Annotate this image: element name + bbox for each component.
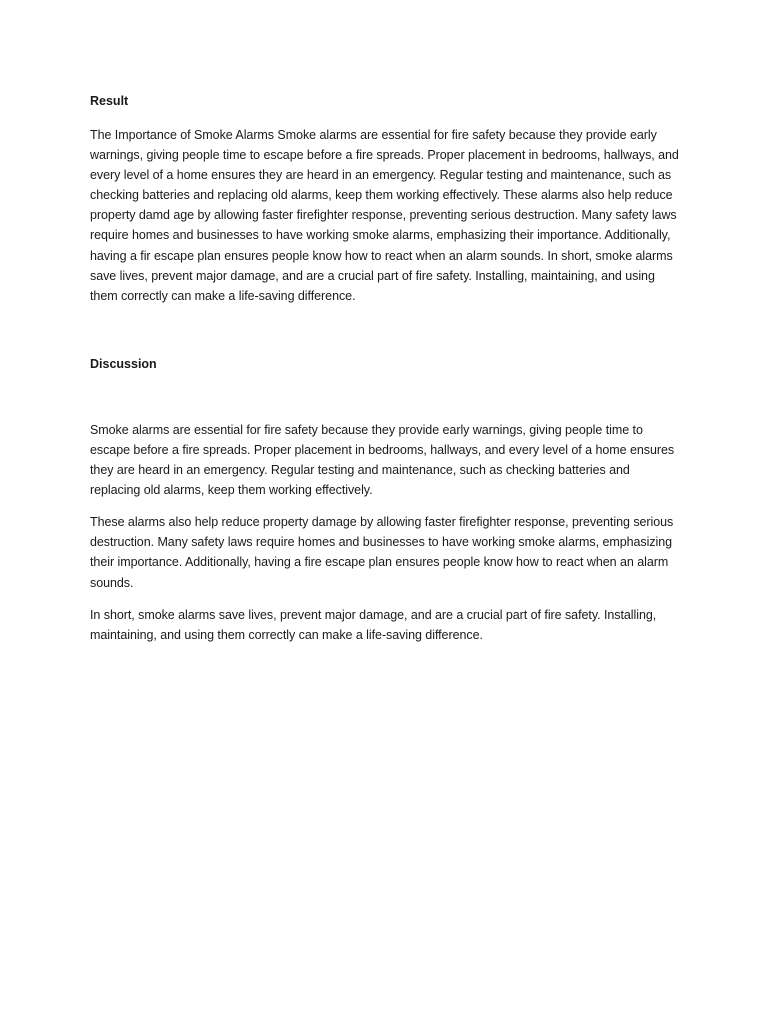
result-heading: Result — [90, 94, 129, 108]
result-paragraph: The Importance of Smoke Alarms Smoke alarms are essential for fire safety because they provide early warnings, giving people time to escape before a fire spreads. Proper placement in bedrooms, hallways, and every level of a home ensures they are heard in an emergency. Regular testing and maintenance, such as checking batteries and replacing old alarms, keep them working effectively. These alarms also help reduce property damd age by allowing faster firefighter response, preventing serious destruction. Many safety laws require homes and businesses to have working smoke alarms, emphasizing their importance. Additionally, having a fir escape plan ensures people know how to react when an alarm sounds. In short, smoke alarms save lives, prevent major damage, and are a crucial part of fire safety. Installing, maintaining, and using them correctly can make a life-saving difference. — [90, 128, 679, 303]
discussion-heading: Discussion — [90, 356, 157, 371]
discussion-paragraph-1: Smoke alarms are essential for fire safety because they provide early warnings, giving people time to escape before a fire spreads. Proper placement in bedrooms, hallways, and every level of a home ensures they are heard in an emergency. Regular testing and maintenance, such as checking batteries and replacing old alarms, keep them working effectively. — [90, 422, 675, 498]
document-content — [90, 91, 680, 657]
discussion-paragraph-2: These alarms also help reduce property damage by allowing faster firefighter response, preventing serious destruction. Many safety laws require homes and businesses to have working smoke alarms, emphasizing their importance. Additionally, having a fire escape plan ensures people know how to react when an alarm sounds. — [90, 515, 674, 590]
discussion-paragraph-3: In short, smoke alarms save lives, prevent major damage, and are a crucial part of fire safety. Installing, maintaining, and using them correctly can make a life-saving difference. — [90, 607, 657, 642]
